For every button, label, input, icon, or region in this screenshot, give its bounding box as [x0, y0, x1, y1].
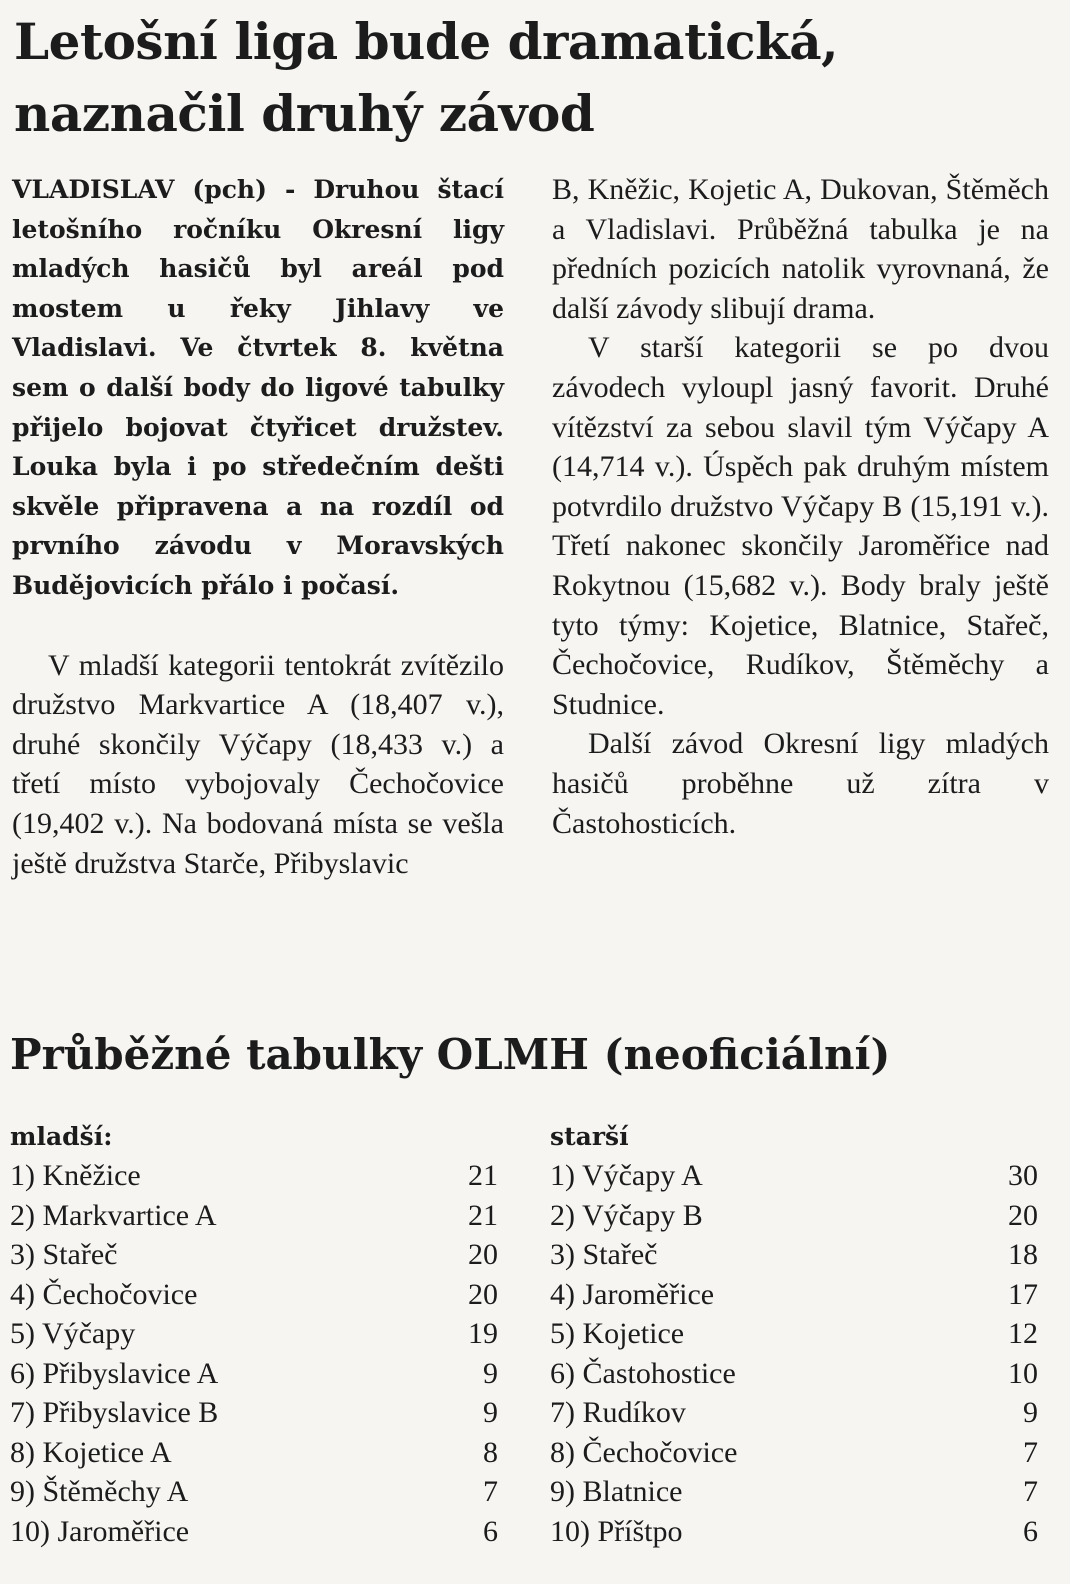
team-name: 7) Přibyslavice B: [10, 1396, 219, 1429]
team-points: 21: [468, 1159, 498, 1192]
team-points: 6: [483, 1514, 498, 1548]
article-lead: VLADISLAV (pch) - Druhou štací letošního ročníku Okresní ligy mladých hasičů byl areál pod mostem u řeky Jihlavy ve Vladislavi. Ve čtvrtek 8. května sem o další body do ligové tabulky přijelo bojovat čtyřicet družstev. Louka byla i po středečním dešti skvěle připravena a na rozdíl od prvního závodu v Moravských Budějovicích přálo i počasí.: [12, 175, 504, 600]
team-points: 20: [1008, 1198, 1038, 1232]
table-row: [10, 1433, 498, 1473]
table-row: [550, 1156, 1038, 1196]
team-points: 20: [468, 1238, 498, 1271]
table-row: [550, 1393, 1038, 1433]
table-row: [550, 1512, 1038, 1552]
team-name: 2) Výčapy B: [550, 1198, 703, 1232]
team-points: 10: [1008, 1356, 1038, 1390]
team-name: 10) Jaroměřice: [10, 1514, 190, 1548]
team-name: 8) Čechočovice: [550, 1435, 738, 1469]
table-row: [10, 1472, 498, 1512]
team-points: 9: [483, 1356, 498, 1390]
team-name: 3) Stařeč: [10, 1238, 118, 1271]
team-name: 4) Čechočovice: [10, 1277, 198, 1311]
team-name: 5) Kojetice: [550, 1317, 685, 1350]
standings-table-younger: [10, 1118, 498, 1551]
table-row: [10, 1354, 498, 1394]
article-paragraph-younger: V mladší kategorii tentokrát zvítězilo družstvo Markvartice A (18,407 v.), druhé skončily Výčapy (18,433 v.) a třetí místo vybojovaly Čechočovice (19,402 v.). Na bodovaná místa se vešla ještě družstva Starče, Přibyslavic: [12, 648, 504, 880]
team-points: 30: [1008, 1159, 1038, 1192]
table-row: [550, 1235, 1038, 1275]
article-headline: [14, 6, 1054, 150]
table-row: [550, 1196, 1038, 1236]
team-name: 7) Rudíkov: [550, 1396, 686, 1429]
team-points: 7: [1023, 1435, 1038, 1469]
standings-title: Průběžné tabulky OLMH (neoficiální): [10, 1030, 891, 1079]
article-paragraph-older: V starší kategorii se po dvou závodech vyloupl jasný favorit. Druhé vítězství za sebou slavil tým Výčapy A (14,714 v.). Úspěch pak druhým místem potvrdilo družstvo Výčapy B (15,191 v.). Třetí nakonec skončily Jaroměřice nad Rokytnou (15,682 v.). Body braly ještě tyto týmy: Kojetice, Blatnice, Stařeč, Čechočovice, Rudíkov, Štěměchy a Studnice.: [552, 331, 1049, 721]
article-paragraph-next-race: Další závod Okresní ligy mladých hasičů proběhne už zítra v Častohosticích.: [552, 727, 1049, 840]
table-row: [550, 1275, 1038, 1315]
standings-table-older: [550, 1118, 1038, 1551]
team-name: 9) Štěměchy A: [10, 1475, 189, 1508]
table-row: [550, 1314, 1038, 1354]
team-points: 7: [1023, 1475, 1038, 1508]
article-paragraph-continued: B, Kněžic, Kojetic A, Dukovan, Štěměch a Vladislavi. Průběžná tabulka je na předních pozicích natolik vyrovnaná, že další závody slibují drama.: [552, 173, 1049, 325]
headline-line-2: naznačil druhý závod: [14, 84, 595, 143]
team-name: 8) Kojetice A: [10, 1435, 172, 1469]
table-row: [10, 1156, 498, 1196]
team-points: 7: [483, 1475, 498, 1508]
table-row: [550, 1354, 1038, 1394]
team-name: 3) Stařeč: [550, 1238, 658, 1271]
team-points: 20: [468, 1277, 498, 1311]
table-row: [550, 1433, 1038, 1473]
team-points: 18: [1008, 1238, 1038, 1271]
team-name: 10) Příštpo: [550, 1514, 683, 1548]
team-points: 21: [468, 1198, 498, 1232]
team-points: 12: [1008, 1317, 1038, 1350]
team-name: 1) Výčapy A: [550, 1159, 703, 1192]
article-column-2: [552, 170, 1049, 843]
table-row: [550, 1472, 1038, 1512]
team-points: 9: [1023, 1396, 1038, 1429]
table-row: [10, 1275, 498, 1315]
team-points: 17: [1008, 1277, 1038, 1311]
team-points: 19: [468, 1317, 498, 1350]
team-points: 8: [483, 1435, 498, 1469]
team-name: 5) Výčapy: [10, 1317, 136, 1350]
team-name: 2) Markvartice A: [10, 1198, 217, 1232]
standings-younger-label: mladší:: [10, 1122, 113, 1151]
team-name: 1) Kněžice: [10, 1159, 141, 1192]
team-name: 9) Blatnice: [550, 1475, 683, 1508]
team-points: 9: [483, 1396, 498, 1429]
standings-older-label: starší: [550, 1122, 629, 1151]
team-name: 4) Jaroměřice: [550, 1277, 715, 1311]
table-row: [10, 1196, 498, 1236]
team-name: 6) Přibyslavice A: [10, 1356, 219, 1390]
table-row: [10, 1393, 498, 1433]
headline-line-1: Letošní liga bude dramatická,: [14, 12, 839, 71]
table-row: [10, 1512, 498, 1552]
table-row: [10, 1235, 498, 1275]
table-row: [10, 1314, 498, 1354]
team-name: 6) Častohostice: [550, 1356, 736, 1390]
team-points: 6: [1023, 1514, 1038, 1548]
article-column-1: [12, 170, 504, 883]
